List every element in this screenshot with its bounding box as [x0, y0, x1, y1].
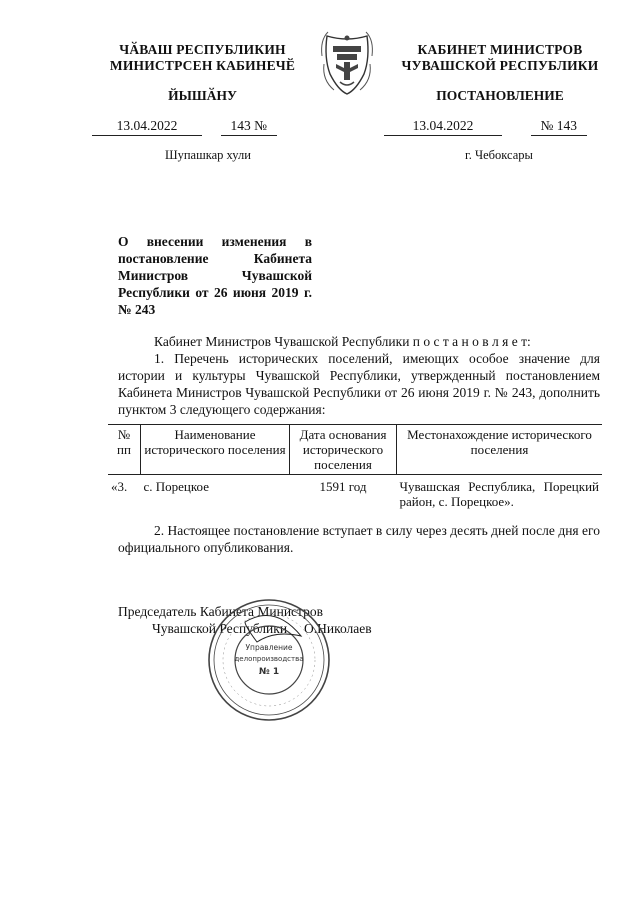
right-date-line — [384, 118, 587, 136]
chuvashia-emblem-icon — [318, 26, 376, 98]
signature-name: О.Николаев — [304, 621, 372, 636]
table-cell: «3. — [111, 479, 128, 494]
header-right — [390, 42, 610, 74]
document-title: О внесении изменения в постановление Кабинета Министров Чувашской Республики от 26 июня 2019 г. № 243 — [118, 234, 312, 317]
place-right: г. Чебоксары — [465, 148, 533, 162]
table-cell: с. Порецкое — [143, 479, 209, 494]
historical-settlements-table — [108, 424, 602, 513]
stamp-center-line2: делопроизводства — [234, 655, 304, 663]
table-cell: Чувашская Республика, Порецкий район, с. Порецкое». — [399, 479, 599, 509]
left-date-line — [92, 118, 277, 136]
table-header-cell: Наименование исторического поселения — [141, 425, 290, 475]
stamp-center-line1: Управление — [245, 643, 293, 652]
header-left-line1: ЧӐВАШ РЕСПУБЛИКИН — [119, 42, 286, 57]
signature-position-line1: Председатель Кабинета Министров — [118, 604, 323, 619]
table-cell: 1591 год — [319, 479, 367, 494]
table-header-cell: Местонахождение исторического поселения — [397, 425, 603, 475]
right-number: № 143 — [531, 118, 587, 136]
header-right-line1: КАБИНЕТ МИНИСТРОВ — [417, 42, 583, 57]
header-left — [100, 42, 305, 74]
header-left-doc-type: ЙЫШӐНУ — [168, 88, 237, 103]
stamp-center-line3: № 1 — [258, 667, 280, 677]
table-header-cell: № пп — [108, 425, 141, 475]
preamble-paragraph: Кабинет Министров Чувашской Республики п о с т а н о в л я е т: — [154, 334, 531, 349]
header-right-doc-type: ПОСТАНОВЛЕНИЕ — [436, 88, 564, 103]
official-stamp-icon — [205, 596, 333, 724]
left-number: 143 № — [221, 118, 277, 136]
place-left: Шупашкар хули — [165, 148, 251, 162]
right-date: 13.04.2022 — [384, 118, 502, 136]
table-header-cell: Дата основания исторического поселения — [290, 425, 397, 475]
item-2-paragraph: 2. Настоящее постановление вступает в силу через десять дней после дня его официального опубликования. — [118, 523, 600, 555]
header-left-line2: МИНИСТРСЕН КАБИНЕЧӖ — [109, 58, 296, 73]
table-header-row — [108, 425, 602, 475]
header-right-line2: ЧУВАШСКОЙ РЕСПУБЛИКИ — [401, 58, 599, 73]
item-1-paragraph: 1. Перечень исторических поселений, имеющих особое значение для истории и культуры Чувашской Республики, утвержденный постановлением Кабинета Министров Чувашской Республики от 26 июня 2019 г. № 243, дополнить пунктом 3 следующего содержания: — [118, 351, 600, 417]
signature-position-line2: Чувашской Республики — [152, 621, 288, 636]
table-row — [108, 475, 602, 514]
left-date: 13.04.2022 — [92, 118, 202, 136]
